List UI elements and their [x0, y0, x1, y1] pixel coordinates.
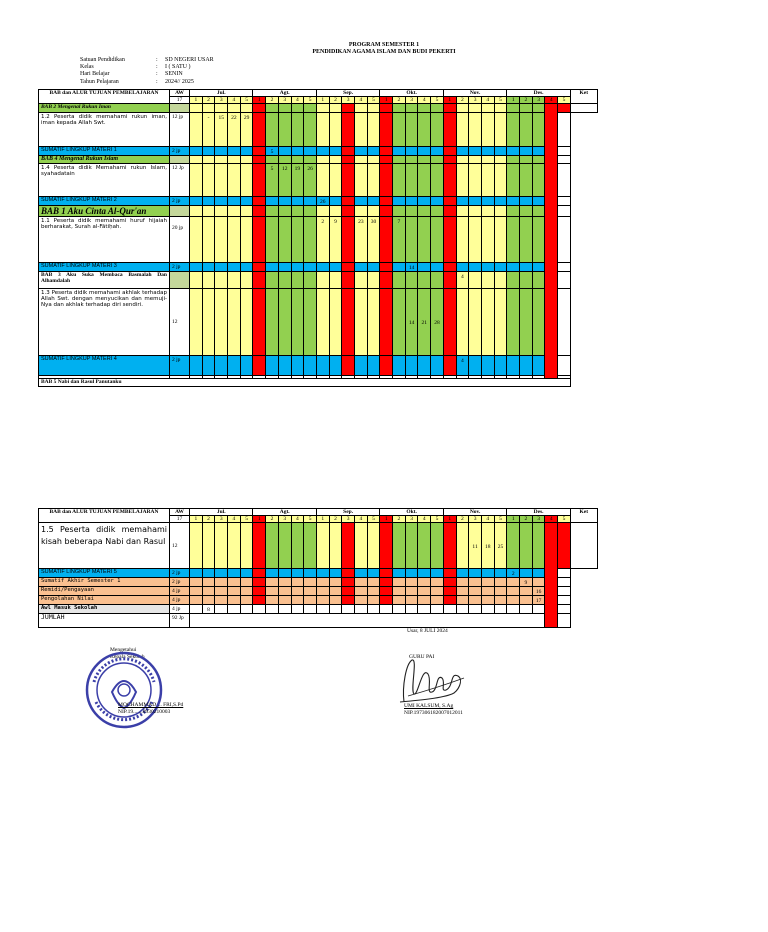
week-number: 5	[367, 516, 380, 523]
school-stamp-icon	[84, 650, 164, 730]
place-date: Usar, 8 JULI 2024	[407, 628, 448, 634]
sumatif-akhir-semester: Sumatif Akhir Semester 1	[39, 578, 170, 587]
remidi-pengayaan: Remidi/Pengayaan	[39, 587, 170, 596]
week-number: 1	[507, 97, 520, 104]
bab-title: BAB 3 Aku Suka Membaca Basmalah Dan Alhamdalah	[39, 272, 170, 289]
week-number: 1	[190, 516, 203, 523]
week-number: 1	[253, 97, 266, 104]
week-number: 2	[456, 97, 469, 104]
week-number: 2	[266, 97, 279, 104]
month-header: Agt.	[253, 90, 316, 97]
week-number: 5	[494, 516, 507, 523]
col-header-ket: Ket	[570, 90, 597, 104]
bab-title: BAB 1 Aku Cinta Al-Qur'an	[39, 206, 170, 217]
week-number: 3	[405, 97, 418, 104]
week-number: 4	[354, 516, 367, 523]
week-number: 3	[405, 516, 418, 523]
sumatif-row: SUMATIF LINGKUP MATERI 1	[39, 147, 170, 156]
month-header: Jul.	[190, 90, 253, 97]
libur-semester-column: L I B U R S E M E S T E R	[545, 104, 558, 379]
week-number: 1	[443, 97, 456, 104]
jumlah-row: JUMLAH	[39, 614, 170, 628]
aw-value: 12	[170, 523, 190, 569]
guru-pai-name: UMI KALSUM, S.Ag	[404, 703, 454, 709]
week-number: 2	[329, 516, 342, 523]
week-number: 1	[443, 516, 456, 523]
week-number: 2	[456, 516, 469, 523]
week-number: 4	[291, 97, 304, 104]
week-number: 2	[202, 516, 215, 523]
week-number: 4	[545, 97, 558, 104]
info-value: SD NEGERI USAR	[165, 57, 214, 63]
week-number: 5	[304, 516, 317, 523]
week-number: 3	[469, 516, 482, 523]
aw-number: 17	[170, 97, 190, 104]
month-header: Des.	[507, 90, 570, 97]
tujuan-pembelajaran-1-4: 1.4 Peserta didik Memahami rukun Islam, syahadatain	[39, 164, 170, 197]
sumatif-row: SUMATIF LINGKUP MATERI 2	[39, 197, 170, 206]
week-number: 3	[278, 516, 291, 523]
awal-masuk-sekolah: Awl Masuk Sekolah	[39, 605, 170, 614]
bab-title: BAB 4 Mengenal Rukun Islam	[39, 156, 170, 164]
info-value: I ( SATU )	[165, 64, 191, 71]
semester-table-1: BAB dan ALUR TUJUAN PEMBELAJARAN AW Jul. Agt. Sep. Okt. Nov. Des. Ket 17 1 2 3 4 5 1 2 3 4 5 1 2 3 4 5 1 2 3 4 5 1 2 3 4 5 1 2 3 4 5 BAB 2 Mengenal Rukun Iman L I B U R S E M E S T E R 1.2 Peserta didik memahami rukun iman, iman kepada Allah Swt. 12 jp - 15 22 29 SUMATIF LINGKUP MATERI 1 2 jp 5 BAB 4 Mengenal Rukun Islam 1.4 Peserta didik Memahami rukun Islam, syahadatain 12 Jp 5 12 19 26 SUMATIF LINGKUP MATERI 2 2 jp 26 BAB 1 Aku Cinta Al-Qur'an 1.1 Peserta didik memahami huruf hijaiah berharakat, Surah al-Fātiḥah. 20 jp 2 9 23 30 7 SUMATIF LINGKUP MATERI 3 2 jp 14 BAB 3 Aku Suka Membaca Basmalah Dan Alhamdalah 4 1.3 Peserta didik memahami akhlak terhadap Allah Swt. dengan menyucikan dan memuji-Nya dan akhlak terhadap diri sendiri. 12 14 21 28 SUMATIF LINGKUP MATERI 4 2 jp 4 BAB 5 Nabi dan Rasul Panutanku	[38, 89, 598, 387]
week-number: 3	[342, 516, 355, 523]
week-number: 3	[215, 516, 228, 523]
week-number: 5	[240, 516, 253, 523]
sumatif-row: SUMATIF LINGKUP MATERI 5	[39, 569, 170, 578]
month-header: Des.	[507, 509, 570, 516]
col-header-aw: AW	[170, 90, 190, 97]
week-number: 4	[228, 516, 241, 523]
week-number: 4	[545, 516, 558, 523]
week-number: 1	[507, 516, 520, 523]
month-header: Nov.	[443, 509, 507, 516]
week-number: 5	[558, 516, 571, 523]
week-number: 4	[228, 97, 241, 104]
info-key: Hari Belajar	[80, 71, 110, 78]
bab-title: BAB 2 Mengenal Rukun Iman	[39, 104, 170, 113]
col-header-aw: AW	[170, 509, 190, 516]
aw-value: 12 jp	[170, 113, 190, 147]
sumatif-row: SUMATIF LINGKUP MATERI 4	[39, 356, 170, 376]
mengetahui-label: Mengetahui	[110, 647, 137, 653]
week-number: 2	[520, 516, 533, 523]
week-number: 3	[469, 97, 482, 104]
kepala-sekolah-label: Kepala Sekolah	[110, 654, 145, 660]
tujuan-pembelajaran-1-1: 1.1 Peserta didik memahami huruf hijaiah berharakat, Surah al-Fātiḥah.	[39, 217, 170, 263]
page-subtitle: PENDIDIKAN AGAMA ISLAM DAN BUDI PEKERTI	[312, 49, 456, 55]
week-number: 5	[304, 97, 317, 104]
week-number: 4	[418, 97, 431, 104]
month-header: Okt.	[380, 90, 444, 97]
school-info: Satuan Pendidikan : SD NEGERI USAR Kelas : I ( SATU ) Hari Belajar : SENIN Tahun Pelajaran : 2024// 2025	[80, 57, 214, 85]
week-number: 5	[367, 97, 380, 104]
month-header: Agt.	[253, 509, 316, 516]
kepala-sekolah-nip: NIP.19... ...0930210003	[118, 709, 171, 715]
week-number: 5	[558, 97, 571, 104]
info-key: Kelas	[80, 64, 94, 71]
guru-pai-nip: NIP.197306182007012011	[404, 710, 463, 716]
week-number: 5	[431, 516, 444, 523]
bab-title: BAB 5 Nabi dan Rasul Panutanku	[39, 379, 571, 387]
aw-value: 12	[170, 289, 190, 356]
week-number: 3	[215, 97, 228, 104]
week-number: 2	[393, 516, 406, 523]
info-value: 2024// 2025	[165, 78, 194, 85]
week-number: 1	[316, 97, 329, 104]
col-header-ket: Ket	[570, 509, 597, 523]
page-title: PROGRAM SEMESTER 1	[348, 42, 420, 48]
aw-value: 12 Jp	[170, 164, 190, 197]
pengolahan-nilai: Pengolahan Nilai	[39, 596, 170, 605]
info-value: SENIN	[165, 71, 183, 78]
ganjil-column: G A N J I	[545, 523, 558, 628]
aw-number: 17	[170, 516, 190, 523]
week-number: 4	[481, 516, 494, 523]
week-number: 5	[240, 97, 253, 104]
aw-value: 20 jp	[170, 217, 190, 263]
month-header: Jul.	[190, 509, 253, 516]
info-key: Tahun Pelajaran	[80, 78, 119, 85]
guru-pai-label: GURU PAI	[409, 654, 435, 660]
tujuan-pembelajaran-1-2: 1.2 Peserta didik memahami rukun iman, iman kepada Allah Swt.	[39, 113, 170, 147]
week-number: 3	[278, 97, 291, 104]
week-number: 4	[418, 516, 431, 523]
week-number: 5	[431, 97, 444, 104]
week-number: 4	[481, 97, 494, 104]
tujuan-pembelajaran-1-5: 1.5 Peserta didik memahami kisah beberapa Nabi dan Rasul	[39, 523, 170, 569]
week-number: 4	[291, 516, 304, 523]
sumatif-row: SUMATIF LINGKUP MATERI 3	[39, 263, 170, 272]
signature-icon	[392, 656, 472, 706]
month-header: Sep.	[316, 90, 379, 97]
info-key: Satuan Pendidikan	[80, 57, 125, 63]
week-number: 2	[329, 97, 342, 104]
kepala-sekolah-name: MOCHAMMAD ... FRI,S.Pd	[118, 702, 184, 708]
week-number: 2	[393, 97, 406, 104]
week-number: 1	[380, 97, 393, 104]
tujuan-pembelajaran-1-3: 1.3 Peserta didik memahami akhlak terhadap Allah Swt. dengan menyucikan dan memuji-Nya dan akhlak terhadap diri sendiri.	[39, 289, 170, 356]
week-number: 1	[380, 516, 393, 523]
col-header-bab: BAB dan ALUR TUJUAN PEMBELAJARAN	[39, 90, 170, 104]
week-number: 1	[190, 97, 203, 104]
semester-table-2: BAB dan ALUR TUJUAN PEMBELAJARAN AW Jul. Agt. Sep. Okt. Nov. Des. Ket 17 1 2 3 4 5 1 2 3 4 5 1 2 3 4 5 1 2 3 4 5 1 2 3 4 5 1 2 3 4 5 1.5 Peserta didik memahami kisah beberapa Nabi dan Rasul 12 11 18 25 G A N J I SUMATIF LINGKUP MATERI 5 2 jp 2 Sumatif Akhir Semester 1 2 jp 9 Remidi/Pengayaan 4 jp 16 Pengolahan Nilai 4 jp 17 Awl Masuk Sekolah 4 jp 8 JUMLAH 92 Jp	[38, 508, 598, 628]
week-number: 5	[494, 97, 507, 104]
week-number: 3	[532, 97, 545, 104]
month-header: Okt.	[380, 509, 444, 516]
week-number: 4	[354, 97, 367, 104]
week-number: 2	[520, 97, 533, 104]
month-header: Sep.	[316, 509, 379, 516]
month-header: Nov.	[443, 90, 507, 97]
week-number: 2	[202, 97, 215, 104]
week-number: 3	[342, 97, 355, 104]
col-header-bab: BAB dan ALUR TUJUAN PEMBELAJARAN	[39, 509, 170, 523]
week-number: 1	[316, 516, 329, 523]
week-number: 1	[253, 516, 266, 523]
week-number: 2	[266, 516, 279, 523]
week-number: 3	[532, 516, 545, 523]
